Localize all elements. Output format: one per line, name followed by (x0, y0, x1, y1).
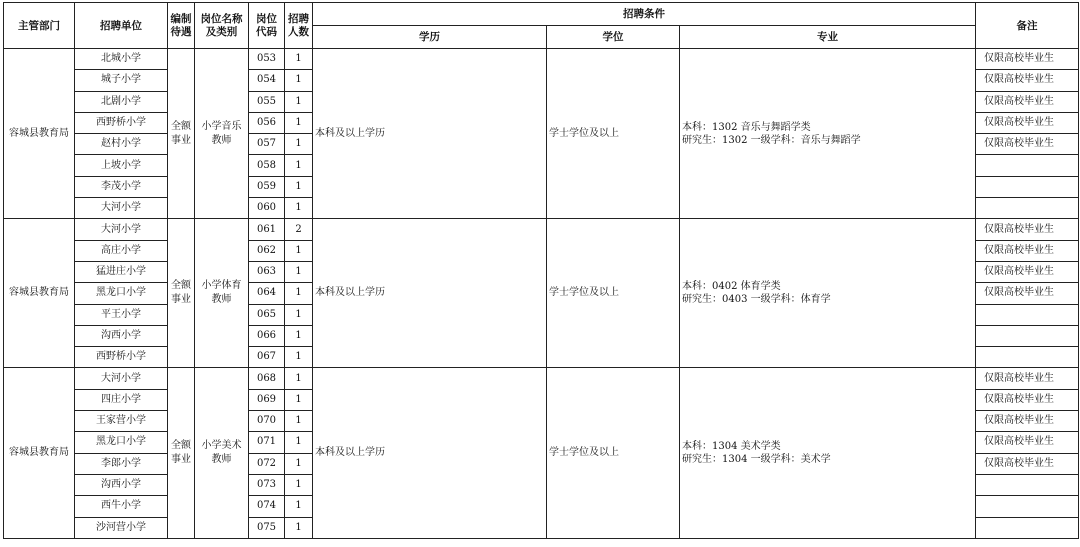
count-cell: 1 (285, 496, 313, 517)
header-conditions: 招聘条件 (313, 3, 976, 26)
unit-cell: 黑龙口小学 (75, 283, 168, 304)
code-cell: 071 (249, 432, 285, 453)
code-cell: 060 (249, 198, 285, 219)
count-cell: 1 (285, 389, 313, 410)
unit-cell: 西野桥小学 (75, 347, 168, 368)
header-degree: 学位 (547, 26, 680, 49)
unit-cell: 西牛小学 (75, 496, 168, 517)
unit-cell: 王家营小学 (75, 411, 168, 432)
code-cell: 072 (249, 453, 285, 474)
code-cell: 067 (249, 347, 285, 368)
table-row (4, 219, 1079, 240)
count-cell: 1 (285, 70, 313, 91)
unit-cell: 李郎小学 (75, 453, 168, 474)
major-graduate: 研究生：1302 一级学科：音乐与舞蹈学 (682, 134, 861, 146)
count-cell: 2 (285, 219, 313, 240)
count-cell: 1 (285, 261, 313, 282)
major-graduate: 研究生：0403 一级学科：体育学 (682, 294, 831, 306)
unit-cell: 西野桥小学 (75, 112, 168, 133)
code-cell: 056 (249, 112, 285, 133)
unit-cell: 大河小学 (75, 219, 168, 240)
note-cell: 仅限高校毕业生 (976, 49, 1079, 70)
code-cell: 070 (249, 411, 285, 432)
code-cell: 059 (249, 176, 285, 197)
treatment-cell: 全额事业 (168, 49, 195, 219)
unit-cell: 大河小学 (75, 198, 168, 219)
header-count: 招聘人数 (285, 3, 313, 49)
unit-cell: 高庄小学 (75, 240, 168, 261)
note-cell (976, 198, 1079, 219)
unit-cell: 沟西小学 (75, 325, 168, 346)
count-cell: 1 (285, 411, 313, 432)
count-cell: 1 (285, 432, 313, 453)
code-cell: 055 (249, 91, 285, 112)
degree-cell: 学士学位及以上 (547, 219, 680, 368)
table-body (4, 49, 1079, 539)
post-cell: 小学音乐教师 (195, 49, 249, 219)
code-cell: 063 (249, 261, 285, 282)
note-cell: 仅限高校毕业生 (976, 70, 1079, 91)
code-cell: 054 (249, 70, 285, 91)
count-cell: 1 (285, 474, 313, 495)
unit-cell: 北城小学 (75, 49, 168, 70)
count-cell: 1 (285, 240, 313, 261)
header-major: 专业 (680, 26, 976, 49)
dept-cell: 容城县教育局 (4, 49, 75, 219)
note-cell (976, 155, 1079, 176)
major-undergrad: 本科：0402 体育学类 (682, 281, 781, 293)
code-cell: 065 (249, 304, 285, 325)
count-cell: 1 (285, 347, 313, 368)
code-cell: 074 (249, 496, 285, 517)
header-dept: 主管部门 (4, 3, 75, 49)
code-cell: 069 (249, 389, 285, 410)
post-cell: 小学体育教师 (195, 219, 249, 368)
note-cell: 仅限高校毕业生 (976, 389, 1079, 410)
unit-cell: 平王小学 (75, 304, 168, 325)
note-cell (976, 304, 1079, 325)
note-cell: 仅限高校毕业生 (976, 240, 1079, 261)
count-cell: 1 (285, 453, 313, 474)
note-cell: 仅限高校毕业生 (976, 261, 1079, 282)
code-cell: 075 (249, 517, 285, 538)
table-header (4, 3, 1079, 49)
count-cell: 1 (285, 368, 313, 389)
count-cell: 1 (285, 283, 313, 304)
count-cell: 1 (285, 112, 313, 133)
major-cell (680, 368, 976, 538)
unit-cell: 上坡小学 (75, 155, 168, 176)
unit-cell: 沟西小学 (75, 474, 168, 495)
unit-cell: 李茂小学 (75, 176, 168, 197)
count-cell: 1 (285, 198, 313, 219)
note-cell: 仅限高校毕业生 (976, 112, 1079, 133)
note-cell: 仅限高校毕业生 (976, 91, 1079, 112)
unit-cell: 城子小学 (75, 70, 168, 91)
note-cell: 仅限高校毕业生 (976, 368, 1079, 389)
count-cell: 1 (285, 91, 313, 112)
note-cell (976, 496, 1079, 517)
count-cell: 1 (285, 304, 313, 325)
table-row (4, 49, 1079, 70)
unit-cell: 大河小学 (75, 368, 168, 389)
header-note: 备注 (976, 3, 1079, 49)
note-cell: 仅限高校毕业生 (976, 432, 1079, 453)
note-cell (976, 474, 1079, 495)
dept-cell: 容城县教育局 (4, 368, 75, 538)
major-undergrad: 本科：1302 音乐与舞蹈学类 (682, 121, 811, 133)
count-cell: 1 (285, 325, 313, 346)
note-cell: 仅限高校毕业生 (976, 453, 1079, 474)
unit-cell: 沙河营小学 (75, 517, 168, 538)
post-cell: 小学美术教师 (195, 368, 249, 538)
education-cell: 本科及以上学历 (313, 49, 547, 219)
unit-cell: 黑龙口小学 (75, 432, 168, 453)
code-cell: 066 (249, 325, 285, 346)
note-cell (976, 347, 1079, 368)
code-cell: 064 (249, 283, 285, 304)
note-cell: 仅限高校毕业生 (976, 219, 1079, 240)
unit-cell: 北剧小学 (75, 91, 168, 112)
degree-cell: 学士学位及以上 (547, 49, 680, 219)
header-code: 岗位代码 (249, 3, 285, 49)
dept-cell: 容城县教育局 (4, 219, 75, 368)
degree-cell: 学士学位及以上 (547, 368, 680, 538)
header-treatment: 编制待遇 (168, 3, 195, 49)
recruitment-table (3, 2, 1079, 539)
note-cell: 仅限高校毕业生 (976, 411, 1079, 432)
treatment-cell: 全额事业 (168, 368, 195, 538)
count-cell: 1 (285, 517, 313, 538)
major-cell (680, 49, 976, 219)
header-education: 学历 (313, 26, 547, 49)
note-cell (976, 325, 1079, 346)
unit-cell: 猛进庄小学 (75, 261, 168, 282)
code-cell: 057 (249, 134, 285, 155)
header-unit: 招聘单位 (75, 3, 168, 49)
code-cell: 068 (249, 368, 285, 389)
unit-cell: 四庄小学 (75, 389, 168, 410)
major-graduate: 研究生：1304 一级学科：美术学 (682, 454, 831, 466)
unit-cell: 赵村小学 (75, 134, 168, 155)
header-post: 岗位名称及类别 (195, 3, 249, 49)
education-cell: 本科及以上学历 (313, 368, 547, 538)
note-cell: 仅限高校毕业生 (976, 134, 1079, 155)
note-cell (976, 176, 1079, 197)
code-cell: 061 (249, 219, 285, 240)
table-row (4, 368, 1079, 389)
code-cell: 058 (249, 155, 285, 176)
count-cell: 1 (285, 134, 313, 155)
major-cell (680, 219, 976, 368)
count-cell: 1 (285, 155, 313, 176)
count-cell: 1 (285, 49, 313, 70)
note-cell (976, 517, 1079, 538)
count-cell: 1 (285, 176, 313, 197)
education-cell: 本科及以上学历 (313, 219, 547, 368)
note-cell: 仅限高校毕业生 (976, 283, 1079, 304)
code-cell: 073 (249, 474, 285, 495)
code-cell: 062 (249, 240, 285, 261)
treatment-cell: 全额事业 (168, 219, 195, 368)
major-undergrad: 本科：1304 美术学类 (682, 441, 781, 453)
code-cell: 053 (249, 49, 285, 70)
